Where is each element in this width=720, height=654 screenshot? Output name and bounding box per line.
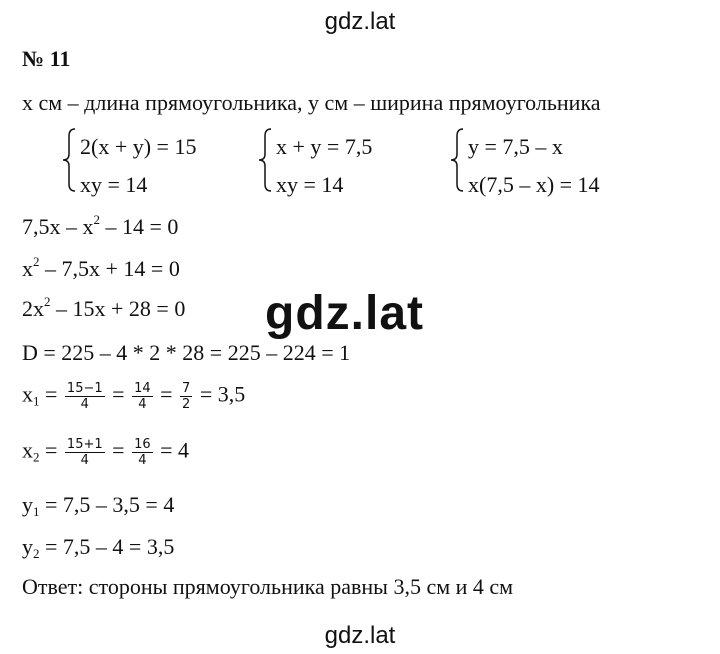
root-x1: $x_1$ = $\frac{15-1}{4}$ = $\frac{14}{4}$ = $\frac{7}{2}$ = 3,5 (22, 381, 246, 412)
intro-text: x см – длина прямоугольника, y см – ширина прямоугольника (22, 90, 601, 115)
y1-var: y (22, 492, 33, 517)
equation-3-exponent: 2 (44, 294, 51, 309)
brace-icon (450, 128, 464, 192)
equation-1 (22, 212, 179, 239)
system-2-row-2: xy = 14 (276, 172, 344, 197)
root-x1-var: x (22, 381, 33, 407)
fraction-denominator: 4 (80, 453, 89, 468)
equation-3-part-b: – 15x + 28 = 0 (50, 296, 186, 321)
fraction-denominator: 4 (138, 453, 147, 468)
equation-2-part-b: – 7,5x + 14 = 0 (39, 256, 180, 281)
discriminant: D = 225 – 4 * 2 * 28 = 225 – 224 = 1 (22, 340, 351, 365)
root-x2-result: = 4 (160, 437, 190, 463)
equation-2 (22, 254, 180, 281)
watermark-bottom: gdz.lat (324, 622, 396, 649)
fraction-numerator: 7 (182, 381, 191, 396)
root-x2-var: x (22, 437, 33, 463)
y2-line (22, 534, 175, 561)
fraction-x1-3 (180, 382, 192, 411)
y1-line (22, 492, 175, 519)
brace-icon (258, 128, 272, 192)
fraction-denominator: 2 (182, 397, 191, 412)
system-3-row-1: y = 7,5 – x (468, 134, 563, 159)
system-3-row-2: x(7,5 – x) = 14 (468, 172, 600, 197)
watermark-center: gdz.lat (265, 287, 424, 340)
y2-var: y (22, 534, 33, 559)
fraction-numerator: 14 (134, 381, 151, 396)
fraction-numerator: 15+1 (66, 437, 103, 452)
brace-icon (62, 128, 76, 192)
fraction-numerator: 15−1 (66, 381, 103, 396)
y1-index: 1 (33, 504, 40, 519)
equation-2-part-a: x (22, 256, 33, 281)
system-1-row-1: 2(x + y) = 15 (80, 134, 197, 159)
fraction-denominator: 4 (80, 397, 89, 412)
equation-2-exponent: 2 (33, 254, 40, 269)
fraction-x2-1 (65, 438, 105, 467)
root-x2: $x_2$ = $\frac{15+1}{4}$ = $\frac{16}{4}$ = 4 (22, 437, 190, 468)
fraction-x2-2 (132, 438, 153, 467)
y1-rest: = 7,5 – 3,5 = 4 (39, 492, 175, 517)
equation-1-part-a: 7,5x – x (22, 214, 94, 239)
y2-index: 2 (33, 546, 40, 561)
fraction-numerator: 16 (134, 437, 151, 452)
fraction-x1-2 (132, 382, 153, 411)
root-x2-index: 2 (33, 449, 40, 465)
problem-number: № 11 (22, 46, 71, 71)
fraction-denominator: 4 (138, 397, 147, 412)
fraction-x1-1 (65, 382, 105, 411)
watermark-top: gdz.lat (324, 8, 396, 35)
system-2-row-1: x + y = 7,5 (276, 134, 373, 159)
equation-1-part-b: – 14 = 0 (100, 214, 179, 239)
root-x1-result: = 3,5 (199, 381, 246, 407)
equation-3 (22, 294, 186, 321)
equation-1-exponent: 2 (93, 212, 100, 227)
system-1-row-2: xy = 14 (80, 172, 148, 197)
equation-3-part-a: 2x (22, 296, 44, 321)
root-x1-index: 1 (33, 393, 40, 409)
y2-rest: = 7,5 – 4 = 3,5 (39, 534, 175, 559)
answer: Ответ: стороны прямоугольника равны 3,5 см и 4 см (22, 574, 514, 599)
